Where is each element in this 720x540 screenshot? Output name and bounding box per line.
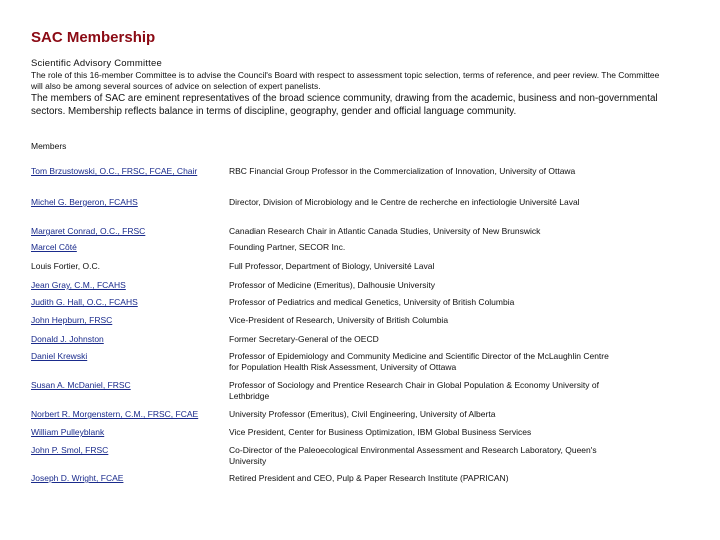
member-name-link[interactable]: Daniel Krewski	[31, 351, 88, 361]
member-role: Founding Partner, SECOR Inc.	[229, 242, 346, 252]
role-paragraph: The role of this 16-member Committee is to advise the Council's Board with respect to assessment topic selection, terms of reference, and peer review. The Committee will also be among several sources of advice on selection of expert panelists.	[31, 70, 660, 91]
member-role: Former Secretary-General of the OECD	[229, 334, 379, 344]
member-role: Vice-President of Research, University of British Columbia	[229, 315, 449, 325]
page-title: SAC Membership	[31, 29, 156, 46]
member-name-link[interactable]: Donald J. Johnston	[31, 334, 104, 344]
member-role: Director, Division of Microbiology and le Centre de recherche en infectiologie Université Laval	[229, 197, 580, 207]
member-role: Professor of Medicine (Emeritus), Dalhousie University	[229, 280, 435, 290]
member-name-link[interactable]: Norbert R. Morgenstern, C.M., FRSC, FCAE	[31, 409, 199, 419]
member-role: Canadian Research Chair in Atlantic Canada Studies, University of New Brunswick	[229, 226, 541, 236]
member-role: Vice President, Center for Business Optimization, IBM Global Business Services	[229, 427, 532, 437]
member-role: Professor of Epidemiology and Community Medicine and Scientific Director of the McLaughlin Centre for Population Health Risk Assessment, University of Ottawa	[229, 351, 609, 372]
member-name-link[interactable]: Michel G. Bergeron, FCAHS	[31, 197, 138, 207]
member-role: RBC Financial Group Professor in the Commercialization of Innovation, University of Ottawa	[229, 166, 576, 176]
membership-paragraph: The members of SAC are eminent representatives of the broad science community, drawing from the academic, business and non-governmental sectors. Membership reflects balance in terms of discipline, geography, gender and official language community.	[31, 93, 658, 117]
members-label: Members	[31, 141, 67, 151]
member-name-link[interactable]: John P. Smol, FRSC	[31, 445, 109, 455]
member-role: Co-Director of the Paleoecological Environmental Assessment and Research Laboratory, Queen's University	[229, 445, 597, 466]
member-role: Full Professor, Department of Biology, Université Laval	[229, 261, 435, 271]
member-name-link[interactable]: William Pulleyblank	[31, 427, 105, 437]
member-name-link[interactable]: Marcel Côté	[31, 242, 77, 252]
member-name: Louis Fortier, O.C.	[31, 261, 100, 271]
member-role: Professor of Pediatrics and medical Genetics, University of British Columbia	[229, 297, 515, 307]
member-role: Professor of Sociology and Prentice Research Chair in Global Population & Economy University of Lethbridge	[229, 380, 599, 401]
member-name-link[interactable]: Judith G. Hall, O.C., FCAHS	[31, 297, 138, 307]
member-name-link[interactable]: Joseph D. Wright, FCAE	[31, 473, 124, 483]
member-name-link[interactable]: John Hepburn, FRSC	[31, 315, 113, 325]
member-name-link[interactable]: Jean Gray, C.M., FCAHS	[31, 280, 126, 290]
member-name-link[interactable]: Margaret Conrad, O.C., FRSC	[31, 226, 146, 236]
member-role: Retired President and CEO, Pulp & Paper Research Institute (PAPRICAN)	[229, 473, 509, 483]
member-name-link[interactable]: Tom Brzustowski, O.C., FRSC, FCAE, Chair	[31, 166, 198, 176]
committee-subtitle: Scientific Advisory Committee	[31, 58, 162, 69]
member-role: University Professor (Emeritus), Civil Engineering, University of Alberta	[229, 409, 496, 419]
member-name-link[interactable]: Susan A. McDaniel, FRSC	[31, 380, 131, 390]
